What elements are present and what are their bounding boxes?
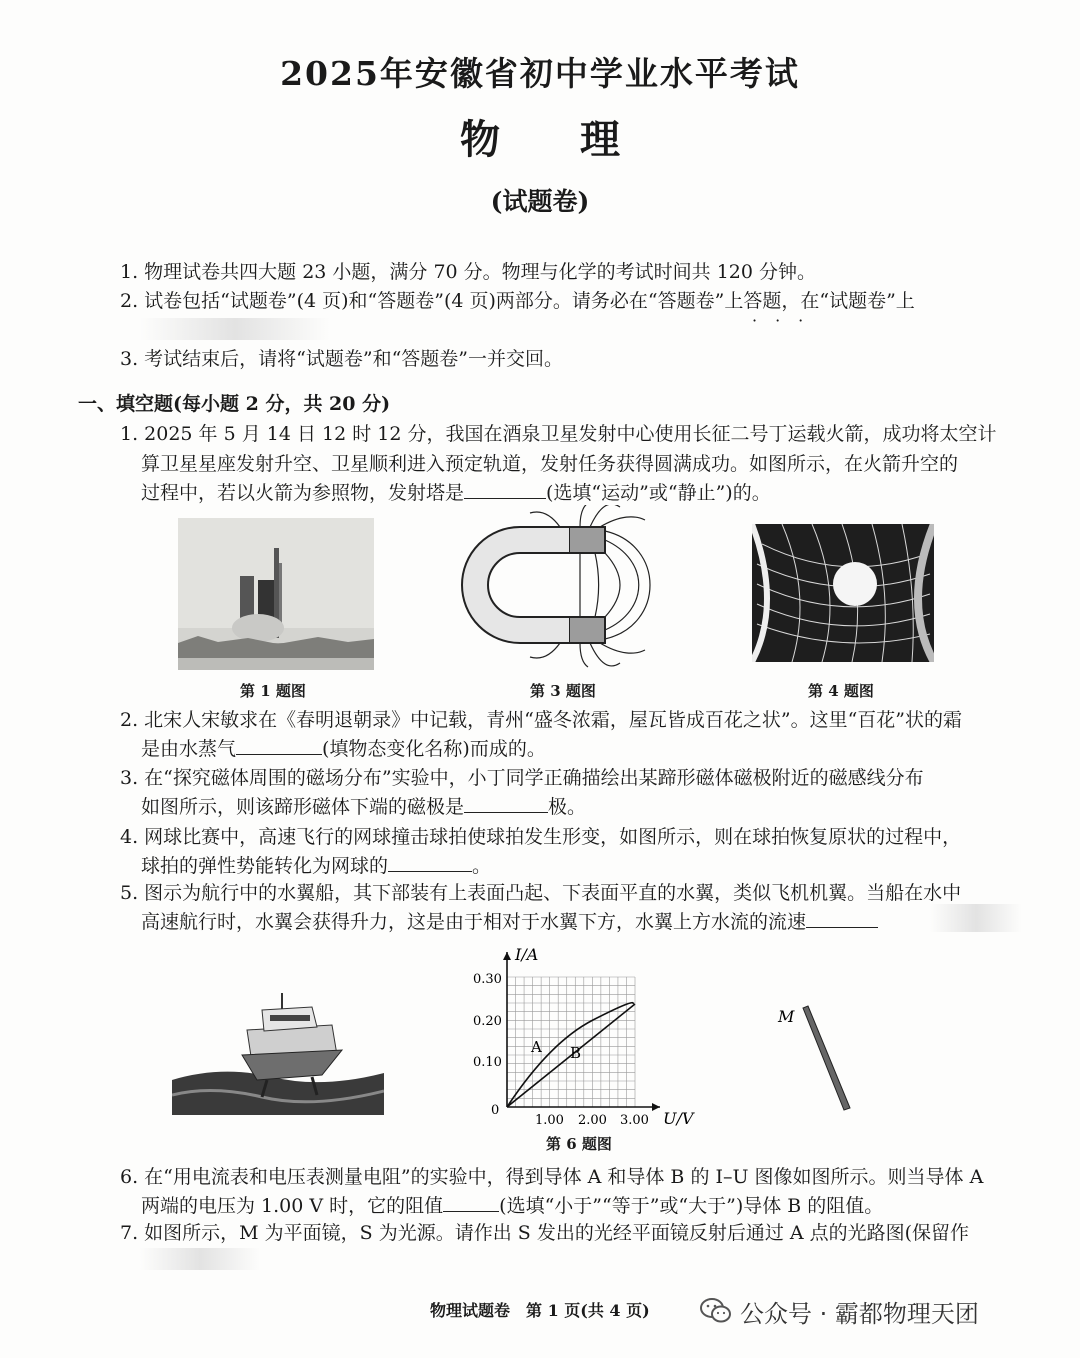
q7-line-1: 7. 如图所示，M 为平面镜，S 为光源。请作出 S 发出的光经平面镜反射后通过 A 点的光路图(保留作 — [120, 1222, 970, 1244]
q1-answer-blank[interactable] — [464, 480, 546, 499]
mirror-label: M — [778, 1007, 795, 1026]
q4-line-1: 4. 网球比赛中，高速飞行的网球撞击球拍使球拍发生形变，如图所示，则在球拍恢复原状的过程中， — [120, 826, 962, 848]
horseshoe-magnet-figure — [460, 505, 670, 675]
q3-line-1: 3. 在“探究磁体周围的磁场分布”实验中，小丁同学正确描绘出某蹄形磁体磁极附近的磁感线分布 — [120, 767, 924, 789]
wechat-icon — [700, 1297, 732, 1325]
q4-line-2-text: 球拍的弹性势能转化为网球的 — [141, 855, 389, 877]
q1-line-1: 1. 2025 年 5 月 14 日 12 时 12 分，我国在酒泉卫星发射中心使用长征二号丁运载火箭，成功将太空计 — [120, 423, 997, 445]
q4-line-2-tail: 。 — [472, 855, 492, 877]
watermark-text: 公众号 · 霸都物理天团 — [740, 1299, 979, 1328]
x-tick-3: 3.00 — [620, 1113, 649, 1128]
q3-answer-blank[interactable] — [464, 794, 548, 813]
q6-line-1: 6. 在“用电流表和电压表测量电阻”的实验中，得到导体 A 和导体 B 的 I–U 图像如图所示。则当导体 A — [120, 1166, 984, 1188]
origin-label: 0 — [491, 1103, 500, 1118]
q2-line-2-tail: (填物态变化名称)而成的。 — [322, 738, 546, 760]
curve-a-label: A — [531, 1038, 542, 1056]
fig1-caption: 第 1 题图 — [240, 682, 306, 700]
watermark — [700, 1290, 979, 1332]
q2-line-2 — [141, 736, 546, 762]
subject-title — [0, 108, 1080, 165]
q4-answer-blank[interactable] — [388, 853, 472, 872]
page-footer: 物理试题卷 第 1 页(共 4 页) — [430, 1301, 650, 1320]
exam-title: 2025年安徽省初中学业水平考试 — [280, 54, 800, 93]
emphasis-dots: ··· — [752, 311, 822, 330]
fig4-caption: 第 4 题图 — [808, 682, 874, 700]
q6-answer-blank[interactable] — [443, 1193, 499, 1212]
q2-answer-blank[interactable] — [236, 736, 322, 755]
subject-char-1: 物 — [460, 116, 500, 163]
section-heading: 一、填空题(每小题 2 分，共 20 分) — [78, 393, 391, 415]
q5-line-1: 5. 图示为航行中的水翼船，其下部装有上表面凸起、下表面平直的水翼，类似飞机机翼。当船在水中 — [120, 882, 962, 904]
y-tick-2: 0.20 — [473, 1014, 502, 1029]
y-tick-1: 0.10 — [473, 1055, 502, 1070]
q1-line-3-text: 过程中，若以火箭为参照物，发射塔是 — [141, 482, 465, 504]
hydrofoil-boat-photo — [172, 985, 384, 1115]
q5-line-2-text: 高速航行时，水翼会获得升力，这是由于相对于水翼下方，水翼上方水流的流速 — [141, 911, 807, 933]
q6-line-2-tail: (选填“小于”“等于”或“大于”)导体 B 的阻值。 — [499, 1195, 884, 1217]
q6-line-2 — [141, 1193, 883, 1219]
tennis-racket-photo — [752, 524, 934, 662]
q4-line-2 — [141, 853, 491, 879]
y-axis-label: I/A — [515, 945, 539, 964]
fig6-caption: 第 6 题图 — [546, 1135, 612, 1153]
note-1: 1. 物理试卷共四大题 23 小题，满分 70 分。物理与化学的考试时间共 120 分钟。 — [120, 261, 817, 283]
q3-line-2 — [141, 794, 586, 820]
note-2: 2. 试卷包括“试题卷”(4 页)和“答题卷”(4 页)两部分。请务必在“答题卷”上答题，在“试题卷”上 — [120, 290, 915, 312]
subject-char-2: 理 — [580, 116, 620, 163]
q6-line-2-text: 两端的电压为 1.00 V 时，它的阻值 — [141, 1195, 444, 1217]
blurred-text — [140, 1248, 260, 1270]
q5-answer-blank[interactable] — [806, 909, 878, 928]
q1-line-3-tail: (选填“运动”或“静止”)的。 — [546, 482, 771, 504]
y-tick-3: 0.30 — [473, 972, 502, 987]
q2-line-1: 2. 北宋人宋敏求在《春明退朝录》中记载，青州“盛冬浓霜，屋瓦皆成百花之状”。这里“百花”状的霜 — [120, 709, 963, 731]
q5-line-2 — [141, 909, 878, 935]
x-axis-label: U/V — [663, 1109, 694, 1128]
q2-line-2-text: 是由水蒸气 — [141, 738, 237, 760]
x-tick-2: 2.00 — [578, 1113, 607, 1128]
paper-type: (试题卷) — [490, 187, 590, 216]
note-3: 3. 考试结束后，请将“试题卷”和“答题卷”一并交回。 — [120, 348, 564, 370]
q3-line-2-tail: 极。 — [548, 796, 587, 818]
q1-line-3 — [141, 480, 771, 506]
plane-mirror-figure — [772, 1000, 862, 1115]
rocket-launch-photo — [178, 518, 374, 670]
curve-b-label: B — [570, 1044, 582, 1062]
fig3-caption: 第 3 题图 — [530, 682, 596, 700]
blurred-text — [930, 904, 1022, 932]
iu-graph — [465, 942, 715, 1137]
q1-line-2: 算卫星星座发射升空、卫星顺利进入预定轨道，发射任务获得圆满成功。如图所示，在火箭升空的 — [141, 453, 959, 475]
x-tick-1: 1.00 — [535, 1113, 564, 1128]
q3-line-2-text: 如图所示，则该蹄形磁体下端的磁极是 — [141, 796, 465, 818]
blurred-text — [140, 318, 330, 340]
